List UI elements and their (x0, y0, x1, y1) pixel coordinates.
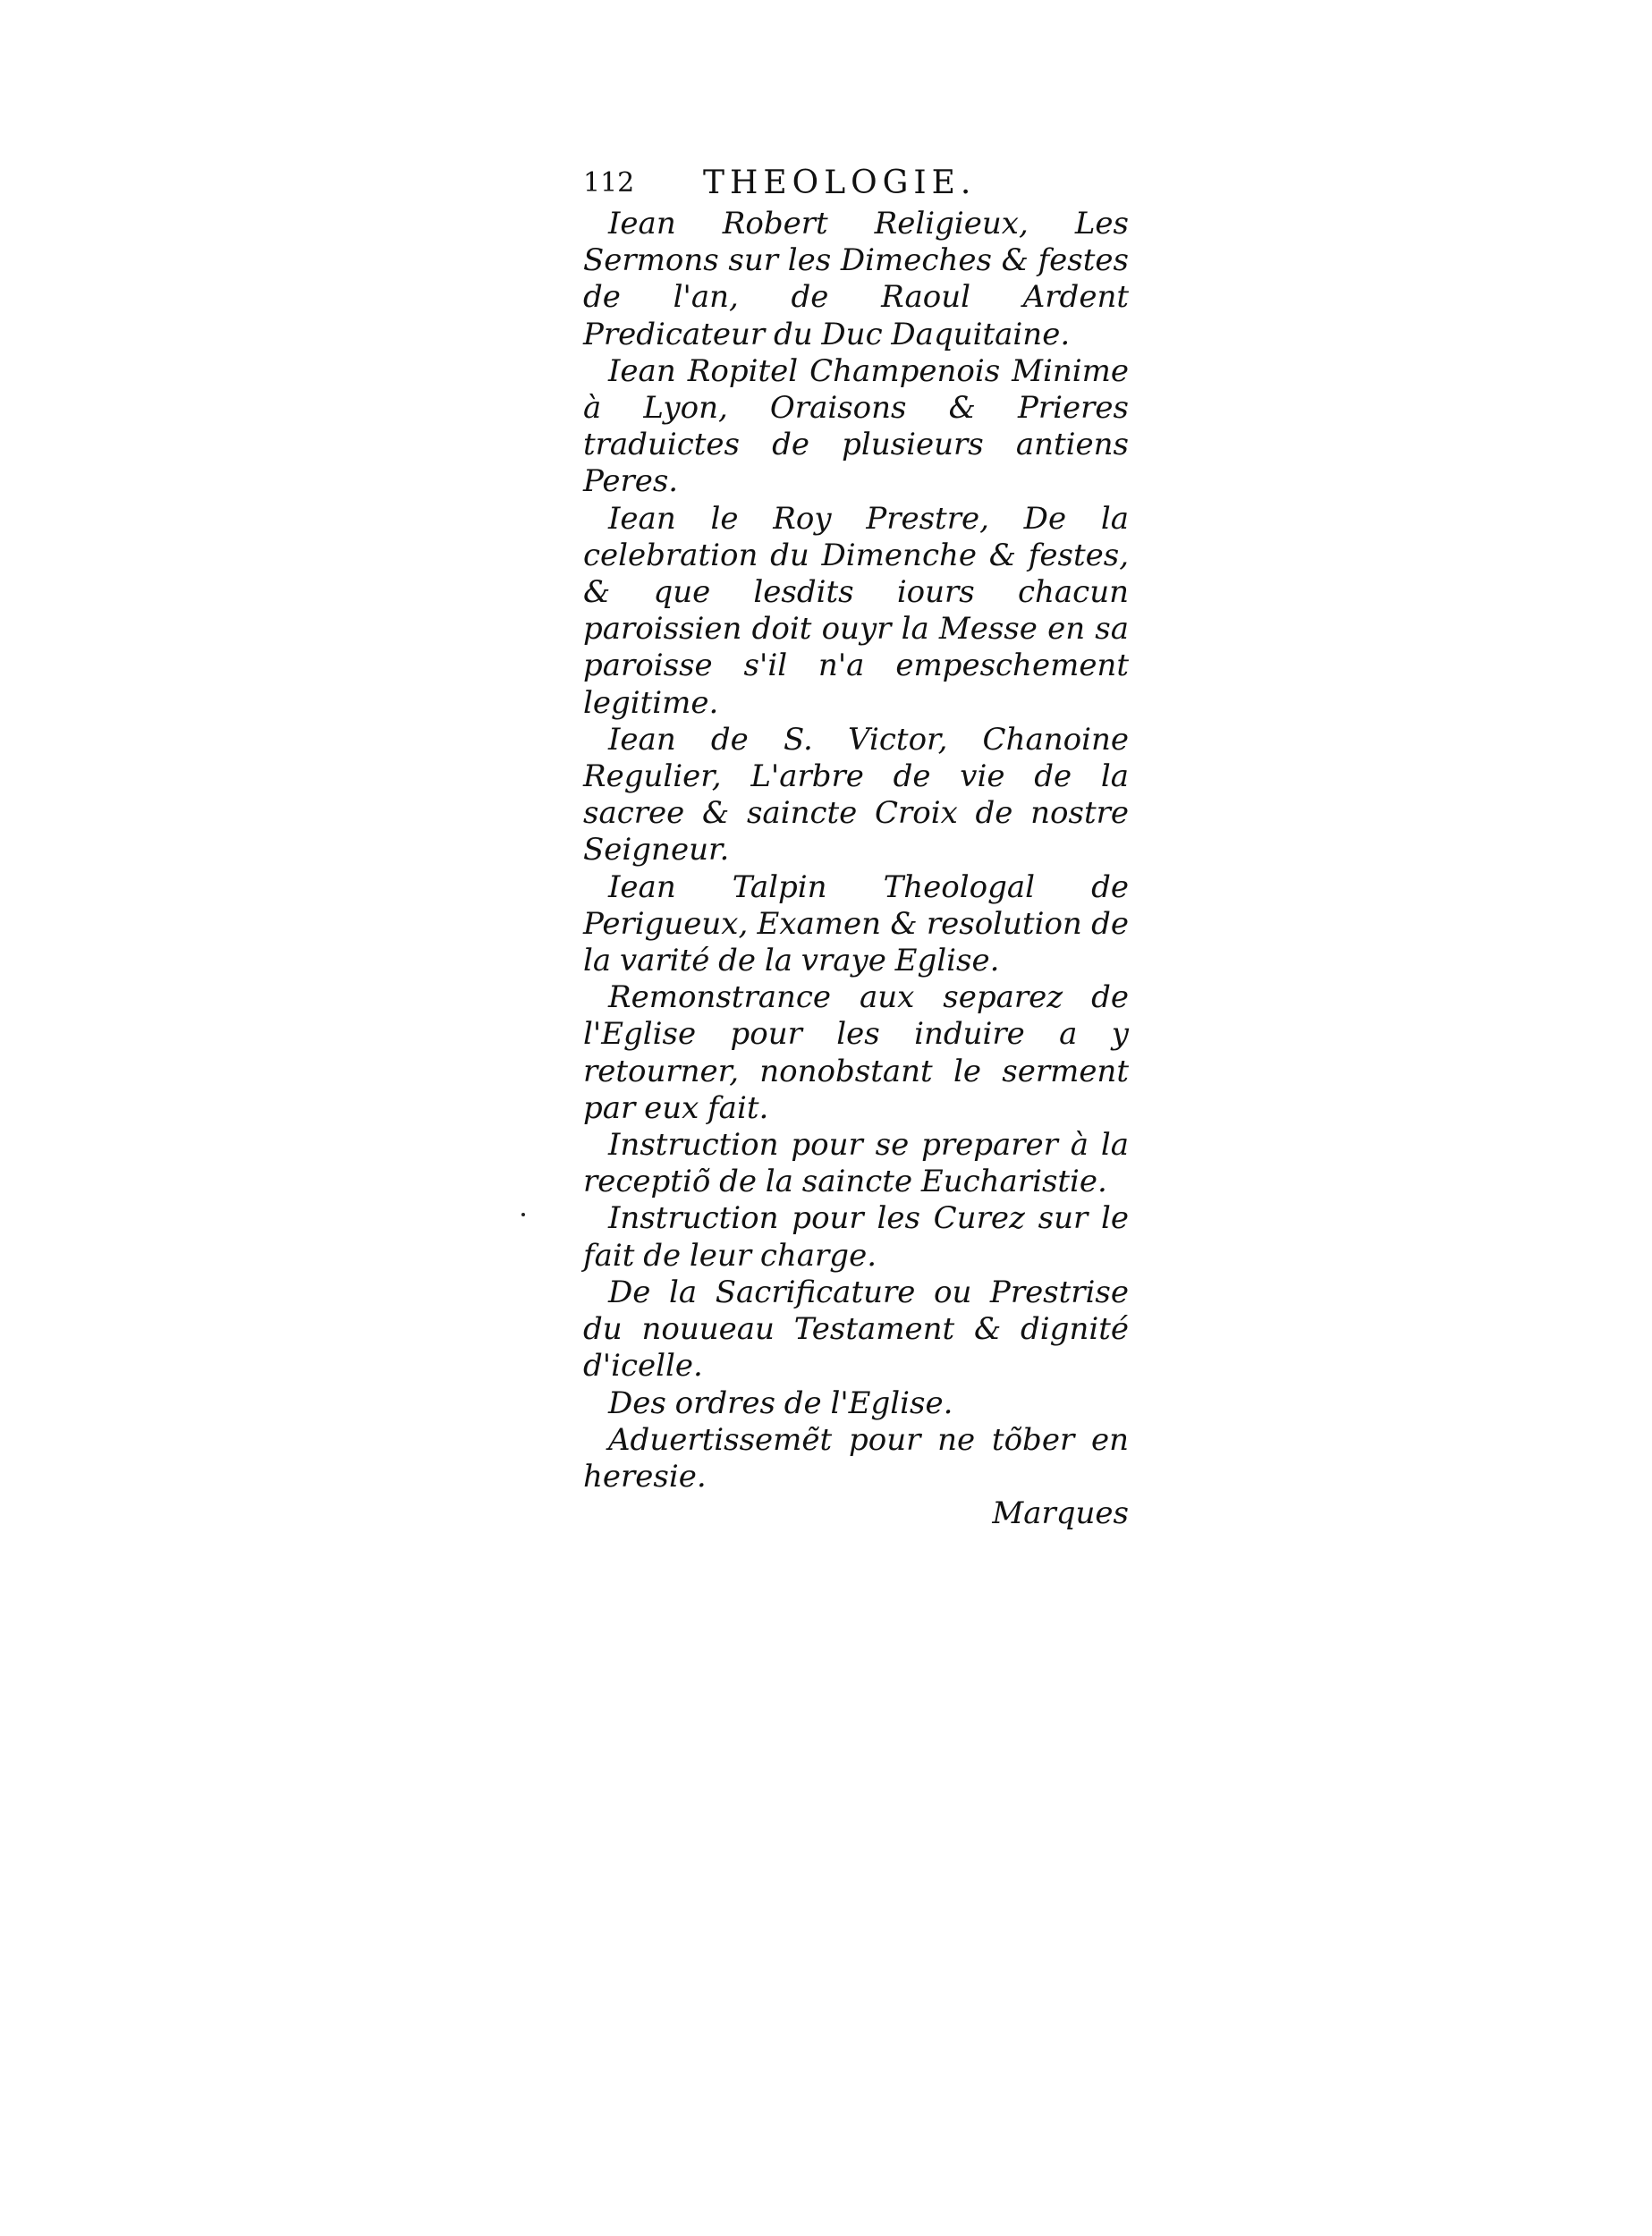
list-item: Iean Robert Religieux, Les Sermons sur les Dimeches & festes de l'an, de Raoul Ardent Predicateur du Duc Daquitaine. (583, 206, 1129, 352)
catchword: Marques (992, 1495, 1129, 1532)
list-item: Iean Talpin Theologal de Perigueux, Examen & resolution de la varité de la vraye Eglise. (583, 868, 1129, 979)
page-number: 112 (583, 167, 635, 199)
list-item: Iean de S. Victor, Chanoine Regulier, L'arbre de vie de la sacree & saincte Croix de nostre Seigneur. (583, 721, 1129, 868)
list-item: Aduertissemẽt pour ne tõber en heresie. (583, 1421, 1129, 1495)
list-item: Des ordres de l'Eglise. (608, 1385, 953, 1421)
list-item: Instruction pour les Curez sur le fait de leur charge. (583, 1200, 1129, 1274)
ink-speck (521, 1213, 525, 1216)
list-item: Iean Ropitel Champenois Minime à Lyon, Oraisons & Prieres traduictes de plusieurs antiens Peres. (583, 352, 1129, 500)
list-item: De la Sacrificature ou Prestrise du nouueau Testament & dignité d'icelle. (583, 1274, 1129, 1385)
running-title: THEOLOGIE. (703, 165, 977, 201)
text-block (583, 161, 1129, 1532)
entry-list (583, 206, 1129, 1495)
list-item: Remonstrance aux separez de l'Eglise pour les induire a y retourner, nonobstant le serment par eux fait. (583, 979, 1129, 1126)
page-header (583, 161, 1129, 206)
list-item: Iean le Roy Prestre, De la celebration du Dimenche & festes, & que lesdits iours chacun paroissien doit ouyr la Messe en sa paroisse s'il n'a empeschement legitime. (583, 500, 1129, 721)
list-item: Instruction pour se preparer à la receptiõ de la saincte Eucharistie. (583, 1127, 1129, 1200)
